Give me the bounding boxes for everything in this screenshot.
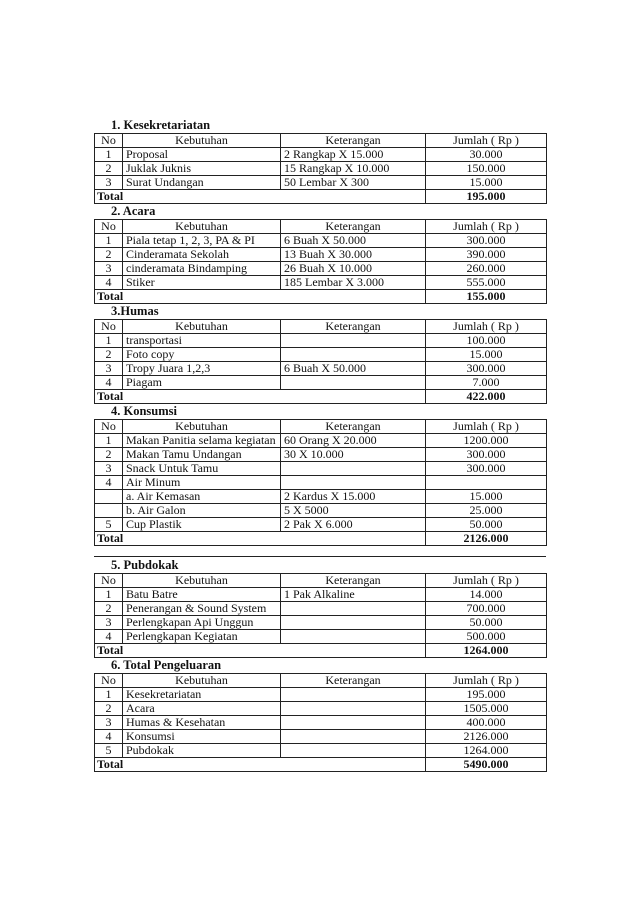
header-no: No	[95, 420, 123, 434]
total-label: Total	[95, 532, 426, 546]
cell-kebutuhan: Perlengkapan Api Unggun	[123, 616, 281, 630]
header-keterangan: Keterangan	[281, 574, 426, 588]
cell-no: 4	[95, 476, 123, 490]
cell-keterangan: 5 X 5000	[281, 504, 426, 518]
cell-kebutuhan: Batu Batre	[123, 588, 281, 602]
header-kebutuhan: Kebutuhan	[123, 220, 281, 234]
cell-kebutuhan: Juklak Juknis	[123, 162, 281, 176]
table-row	[95, 262, 547, 276]
header-row	[95, 220, 547, 234]
cell-jumlah: 2126.000	[426, 730, 547, 744]
budget-table	[94, 673, 547, 772]
cell-no	[95, 490, 123, 504]
table-row	[95, 744, 547, 758]
cell-kebutuhan: Konsumsi	[123, 730, 281, 744]
total-value: 155.000	[426, 290, 547, 304]
header-kebutuhan: Kebutuhan	[123, 420, 281, 434]
cell-jumlah: 14.000	[426, 588, 547, 602]
cell-kebutuhan: Proposal	[123, 148, 281, 162]
cell-kebutuhan: Makan Panitia selama kegiatan	[123, 434, 281, 448]
header-kebutuhan: Kebutuhan	[123, 574, 281, 588]
cell-no: 1	[95, 588, 123, 602]
cell-kebutuhan: transportasi	[123, 334, 281, 348]
table-row	[95, 234, 547, 248]
total-row	[95, 532, 547, 546]
total-row	[95, 290, 547, 304]
cell-no: 2	[95, 162, 123, 176]
cell-no: 1	[95, 434, 123, 448]
cell-no: 3	[95, 462, 123, 476]
cell-no: 3	[95, 362, 123, 376]
table-row	[95, 476, 547, 490]
header-jumlah: Jumlah ( Rp )	[426, 220, 547, 234]
header-kebutuhan: Kebutuhan	[123, 134, 281, 148]
cell-keterangan	[281, 716, 426, 730]
total-label: Total	[95, 644, 426, 658]
cell-jumlah: 260.000	[426, 262, 547, 276]
cell-no	[95, 504, 123, 518]
cell-kebutuhan: Tropy Juara 1,2,3	[123, 362, 281, 376]
section-title: 3.Humas	[111, 304, 159, 318]
cell-kebutuhan: Cinderamata Sekolah	[123, 248, 281, 262]
cell-jumlah: 400.000	[426, 716, 547, 730]
total-value: 5490.000	[426, 758, 547, 772]
total-row	[95, 758, 547, 772]
cell-kebutuhan: b. Air Galon	[123, 504, 281, 518]
cell-jumlah: 50.000	[426, 616, 547, 630]
total-value: 422.000	[426, 390, 547, 404]
cell-keterangan	[281, 462, 426, 476]
cell-jumlah: 50.000	[426, 518, 547, 532]
cell-keterangan	[281, 376, 426, 390]
table-row	[95, 630, 547, 644]
budget-table	[94, 133, 547, 204]
table-row	[95, 616, 547, 630]
cell-keterangan: 6 Buah X 50.000	[281, 234, 426, 248]
cell-no: 2	[95, 602, 123, 616]
cell-jumlah: 300.000	[426, 362, 547, 376]
cell-kebutuhan: Cup Plastik	[123, 518, 281, 532]
total-label: Total	[95, 758, 426, 772]
table-row	[95, 362, 547, 376]
total-label: Total	[95, 190, 426, 204]
budget-table	[94, 419, 547, 546]
header-no: No	[95, 674, 123, 688]
cell-kebutuhan: Penerangan & Sound System	[123, 602, 281, 616]
cell-kebutuhan: Stiker	[123, 276, 281, 290]
header-jumlah: Jumlah ( Rp )	[426, 134, 547, 148]
total-row	[95, 190, 547, 204]
table-row	[95, 730, 547, 744]
table-row	[95, 176, 547, 190]
budget-table	[94, 319, 547, 404]
header-jumlah: Jumlah ( Rp )	[426, 674, 547, 688]
cell-jumlah: 7.000	[426, 376, 547, 390]
cell-jumlah: 1200.000	[426, 434, 547, 448]
cell-kebutuhan: a. Air Kemasan	[123, 490, 281, 504]
cell-keterangan: 15 Rangkap X 10.000	[281, 162, 426, 176]
total-value: 1264.000	[426, 644, 547, 658]
cell-no: 1	[95, 334, 123, 348]
cell-keterangan: 6 Buah X 50.000	[281, 362, 426, 376]
table-row	[95, 504, 547, 518]
table-row	[95, 688, 547, 702]
cell-jumlah: 1264.000	[426, 744, 547, 758]
cell-no: 1	[95, 688, 123, 702]
cell-jumlah	[426, 476, 547, 490]
page-divider	[94, 546, 546, 557]
header-jumlah: Jumlah ( Rp )	[426, 420, 547, 434]
cell-jumlah: 15.000	[426, 490, 547, 504]
header-keterangan: Keterangan	[281, 220, 426, 234]
table-row	[95, 716, 547, 730]
cell-jumlah: 150.000	[426, 162, 547, 176]
table-row	[95, 162, 547, 176]
cell-keterangan: 2 Pak X 6.000	[281, 518, 426, 532]
cell-keterangan: 60 Orang X 20.000	[281, 434, 426, 448]
cell-jumlah: 500.000	[426, 630, 547, 644]
budget-table	[94, 573, 547, 658]
header-no: No	[95, 574, 123, 588]
table-row	[95, 702, 547, 716]
header-no: No	[95, 134, 123, 148]
header-no: No	[95, 220, 123, 234]
cell-jumlah: 15.000	[426, 176, 547, 190]
cell-jumlah: 30.000	[426, 148, 547, 162]
cell-no: 5	[95, 744, 123, 758]
cell-no: 1	[95, 234, 123, 248]
cell-jumlah: 1505.000	[426, 702, 547, 716]
table-row	[95, 462, 547, 476]
table-row	[95, 276, 547, 290]
cell-keterangan	[281, 702, 426, 716]
section-title: 6. Total Pengeluaran	[111, 658, 222, 672]
cell-keterangan: 185 Lembar X 3.000	[281, 276, 426, 290]
cell-kebutuhan: Makan Tamu Undangan	[123, 448, 281, 462]
cell-kebutuhan: Acara	[123, 702, 281, 716]
cell-no: 2	[95, 248, 123, 262]
cell-keterangan	[281, 476, 426, 490]
total-row	[95, 644, 547, 658]
header-row	[95, 574, 547, 588]
cell-jumlah: 300.000	[426, 448, 547, 462]
cell-keterangan	[281, 730, 426, 744]
header-keterangan: Keterangan	[281, 320, 426, 334]
cell-no: 2	[95, 348, 123, 362]
total-row	[95, 390, 547, 404]
cell-kebutuhan: Perlengkapan Kegiatan	[123, 630, 281, 644]
cell-keterangan	[281, 744, 426, 758]
table-row	[95, 602, 547, 616]
header-row	[95, 134, 547, 148]
cell-keterangan	[281, 616, 426, 630]
table-row	[95, 434, 547, 448]
header-keterangan: Keterangan	[281, 674, 426, 688]
section-title: 1. Kesekretariatan	[111, 118, 211, 132]
header-no: No	[95, 320, 123, 334]
section-title: 4. Konsumsi	[111, 404, 177, 418]
table-row	[95, 588, 547, 602]
header-row	[95, 420, 547, 434]
table-row	[95, 248, 547, 262]
cell-keterangan: 13 Buah X 30.000	[281, 248, 426, 262]
cell-no: 2	[95, 702, 123, 716]
header-row	[95, 320, 547, 334]
cell-kebutuhan: Pubdokak	[123, 744, 281, 758]
table-row	[95, 376, 547, 390]
cell-keterangan	[281, 630, 426, 644]
cell-no: 5	[95, 518, 123, 532]
cell-keterangan: 1 Pak Alkaline	[281, 588, 426, 602]
cell-no: 3	[95, 262, 123, 276]
cell-kebutuhan: Piala tetap 1, 2, 3, PA & PI	[123, 234, 281, 248]
cell-jumlah: 700.000	[426, 602, 547, 616]
cell-kebutuhan: Surat Undangan	[123, 176, 281, 190]
budget-document	[94, 118, 546, 772]
cell-jumlah: 25.000	[426, 504, 547, 518]
cell-keterangan: 2 Rangkap X 15.000	[281, 148, 426, 162]
table-row	[95, 148, 547, 162]
cell-kebutuhan: Humas & Kesehatan	[123, 716, 281, 730]
section-title: 5. Pubdokak	[111, 558, 179, 572]
table-row	[95, 348, 547, 362]
total-value: 2126.000	[426, 532, 547, 546]
cell-jumlah: 195.000	[426, 688, 547, 702]
header-keterangan: Keterangan	[281, 134, 426, 148]
cell-keterangan: 50 Lembar X 300	[281, 176, 426, 190]
cell-kebutuhan: Snack Untuk Tamu	[123, 462, 281, 476]
cell-no: 1	[95, 148, 123, 162]
cell-kebutuhan: Piagam	[123, 376, 281, 390]
total-label: Total	[95, 390, 426, 404]
cell-keterangan: 2 Kardus X 15.000	[281, 490, 426, 504]
cell-jumlah: 15.000	[426, 348, 547, 362]
cell-kebutuhan: Foto copy	[123, 348, 281, 362]
header-jumlah: Jumlah ( Rp )	[426, 320, 547, 334]
cell-jumlah: 100.000	[426, 334, 547, 348]
cell-kebutuhan: cinderamata Bindamping	[123, 262, 281, 276]
cell-keterangan	[281, 348, 426, 362]
cell-jumlah: 555.000	[426, 276, 547, 290]
header-kebutuhan: Kebutuhan	[123, 674, 281, 688]
table-row	[95, 490, 547, 504]
cell-keterangan	[281, 688, 426, 702]
cell-no: 3	[95, 176, 123, 190]
cell-keterangan: 26 Buah X 10.000	[281, 262, 426, 276]
cell-no: 4	[95, 376, 123, 390]
cell-jumlah: 300.000	[426, 234, 547, 248]
header-jumlah: Jumlah ( Rp )	[426, 574, 547, 588]
cell-keterangan: 30 X 10.000	[281, 448, 426, 462]
cell-no: 4	[95, 730, 123, 744]
cell-keterangan	[281, 334, 426, 348]
cell-no: 2	[95, 448, 123, 462]
cell-jumlah: 390.000	[426, 248, 547, 262]
cell-jumlah: 300.000	[426, 462, 547, 476]
cell-no: 3	[95, 716, 123, 730]
budget-table	[94, 219, 547, 304]
cell-no: 3	[95, 616, 123, 630]
header-row	[95, 674, 547, 688]
total-value: 195.000	[426, 190, 547, 204]
table-row	[95, 334, 547, 348]
cell-keterangan	[281, 602, 426, 616]
cell-kebutuhan: Air Minum	[123, 476, 281, 490]
header-kebutuhan: Kebutuhan	[123, 320, 281, 334]
total-label: Total	[95, 290, 426, 304]
table-row	[95, 518, 547, 532]
table-row	[95, 448, 547, 462]
cell-kebutuhan: Kesekretariatan	[123, 688, 281, 702]
cell-no: 4	[95, 276, 123, 290]
cell-no: 4	[95, 630, 123, 644]
section-title: 2. Acara	[111, 204, 156, 218]
header-keterangan: Keterangan	[281, 420, 426, 434]
